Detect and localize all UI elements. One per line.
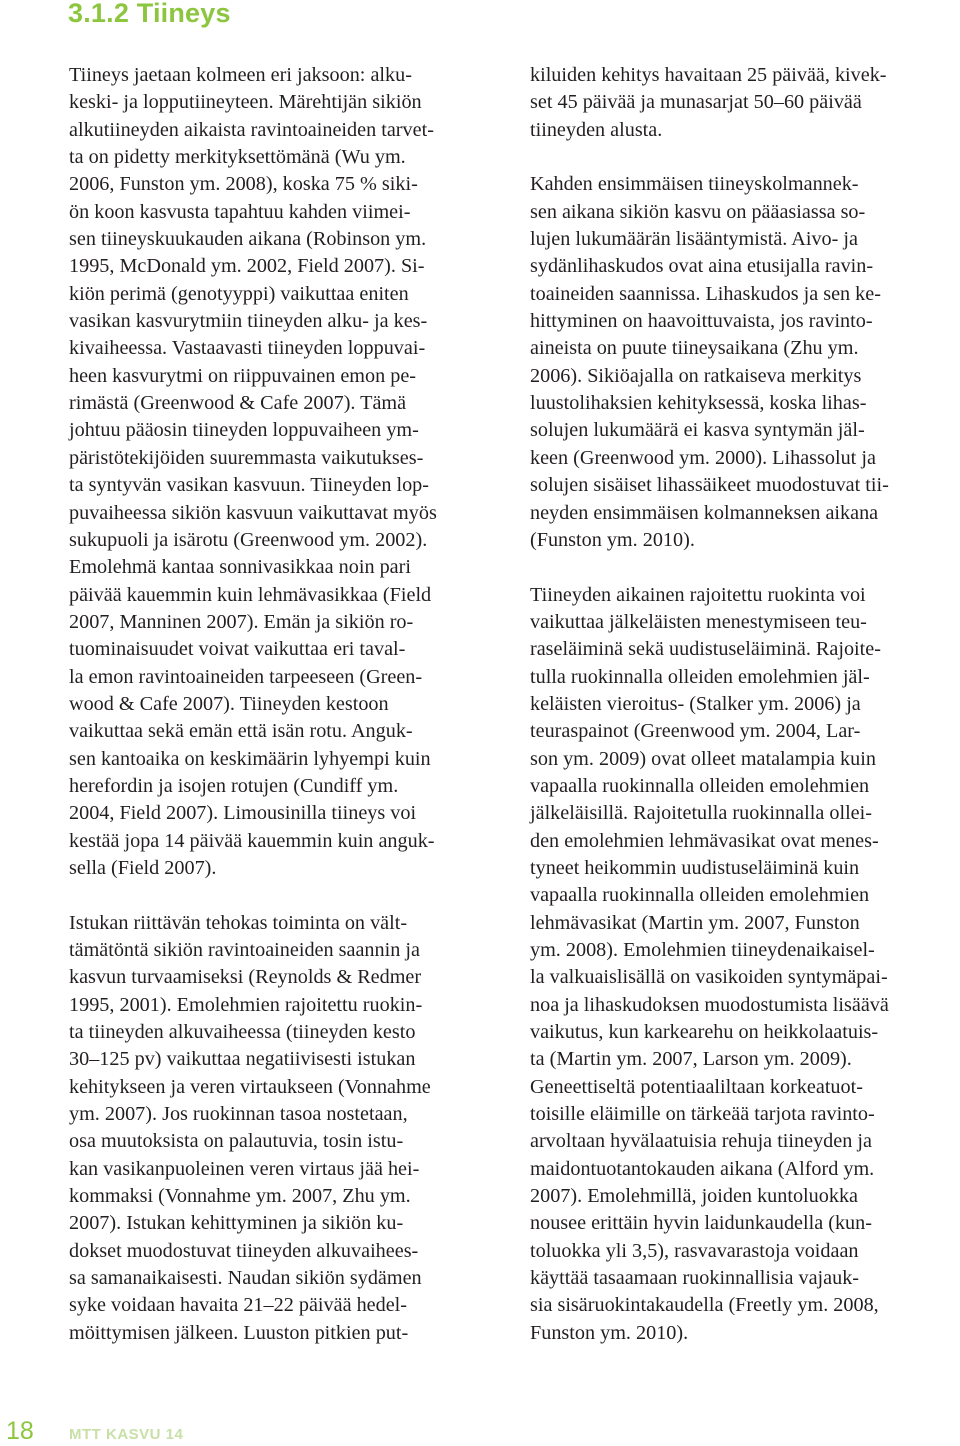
text-line: raseläiminä sekä uudistuseläiminä. Rajoite-	[530, 638, 881, 661]
text-line: vasikan kasvurytmiin tiineyden alku- ja kes-	[69, 310, 428, 333]
text-line: dokset muodostuvat tiineyden alkuvaihees-	[69, 1239, 419, 1262]
text-line: syke voidaan havaita 21–22 päivää hedel-	[69, 1294, 408, 1317]
text-line: 30–125 pv) vaikuttaa negatiivisesti istukan	[69, 1048, 416, 1071]
text-line: Tiineys jaetaan kolmeen eri jaksoon: alku-	[69, 64, 412, 86]
text-line: Istukan riittävän tehokas toiminta on vält-	[69, 911, 408, 934]
text-line: herefordin ja isojen rotujen (Cundiff ym.	[69, 774, 399, 797]
paragraph	[530, 62, 958, 144]
text-line: noa ja lihaskudoksen muodostumista lisäävä	[530, 993, 889, 1016]
text-line: sukupuoli ja isärotu (Greenwood ym. 2002).	[69, 528, 428, 551]
text-line: vapaalla ruokinnalla olleiden emolehmien	[530, 884, 870, 907]
text-line: sydänlihaskudos ovat aina etusijalla ravin-	[530, 255, 874, 278]
text-line: möittymisen jälkeen. Luuston pitkien put-	[69, 1321, 409, 1344]
text-line: nousee erittäin hyvin laidunkaudella (kun-	[530, 1212, 872, 1235]
text-line: kehitykseen ja veren virtaukseen (Vonnahme	[69, 1075, 431, 1098]
paragraph	[530, 171, 958, 554]
text-line: 2006, Funston ym. 2008), koska 75 % siki-	[69, 173, 418, 196]
text-line: heen kasvurytmi on riippuvainen emon pe-	[69, 364, 417, 387]
text-line: 2007). Emolehmillä, joiden kuntoluokka	[530, 1185, 858, 1208]
text-line: 2007, Manninen 2007). Emän ja sikiön ro-	[69, 610, 414, 633]
paragraph-gap	[69, 882, 497, 909]
text-line: (Funston ym. 2010).	[530, 528, 695, 551]
text-line: den emolehmien lehmävasikat ovat menes-	[530, 829, 879, 852]
text-line: 1995, McDonald ym. 2002, Field 2007). Si-	[69, 255, 425, 278]
text-line: päivää kauemmin kuin lehmävasikkaa (Field	[69, 583, 432, 606]
text-line: käyttää tasaamaan ruokinnallisia vajauk-	[530, 1267, 860, 1290]
text-line: hittyminen on haavoittuvaista, jos ravinto-	[530, 310, 873, 333]
text-line: keski- ja lopputiineyteen. Märehtijän sikiön	[69, 91, 422, 114]
text-line: kan vasikanpuoleinen veren virtaus jää hei-	[69, 1157, 420, 1180]
text-line: vaikuttaa sekä emän että isän rotu. Anguk-	[69, 720, 413, 743]
paragraph-gap	[530, 144, 958, 171]
text-line: vaikuttaa jälkeläisten menestymiseen teu-	[530, 610, 867, 633]
publication-name: MTT KASVU 14	[69, 1426, 184, 1443]
text-line: sen kantoaika on keskimäärin lyhyempi kuin	[69, 747, 431, 770]
text-line: ön koon kasvusta tapahtuu kahden viimei-	[69, 200, 411, 223]
text-line: tulla ruokinnalla olleiden emolehmien jäl-	[530, 665, 870, 688]
text-line: kiön perimä (genotyyppi) vaikuttaa eniten	[69, 282, 409, 305]
text-line: son ym. 2009) ovat olleet matalampia kuin	[530, 747, 876, 770]
text-line: vapaalla ruokinnalla olleiden emolehmien	[530, 774, 870, 797]
text-line: sen aikana sikiön kasvu on pääasiassa so-	[530, 200, 866, 223]
text-line: ta syntyvän vasikan kasvuun. Tiineyden lop-	[69, 474, 429, 497]
text-line: set 45 päivää ja munasarjat 50–60 päivää	[530, 91, 862, 114]
text-line: la valkuaislisällä on vasikoiden syntymäpai-	[530, 966, 888, 989]
text-line: wood & Cafe 2007). Tiineyden kestoon	[69, 692, 389, 715]
text-line: rimästä (Greenwood & Cafe 2007). Tämä	[69, 392, 407, 415]
text-line: teuraspainot (Greenwood ym. 2004, Lar-	[530, 720, 861, 743]
text-line: puvaiheessa sikiön kasvuun vaikuttavat myös	[69, 501, 437, 524]
text-line: sa samanaikaisesti. Naudan sikiön sydämen	[69, 1267, 422, 1290]
text-line: Funston ym. 2010).	[530, 1321, 689, 1344]
text-line: Geneettiseltä potentiaaliltaan korkeatuot-	[530, 1075, 863, 1098]
paragraph-gap	[530, 554, 958, 581]
text-line: Tiineyden aikainen rajoitettu ruokinta voi	[530, 583, 866, 606]
text-line: Kahden ensimmäisen tiineyskolmannek-	[530, 173, 859, 196]
text-line: maidontuotantokauden aikana (Alford ym.	[530, 1157, 875, 1180]
text-line: solujen lukumäärä ei kasva syntymän jäl-	[530, 419, 865, 442]
left-column	[69, 62, 497, 1347]
text-line: ta (Martin ym. 2007, Larson ym. 2009).	[530, 1048, 852, 1071]
text-line: ym. 2007). Jos ruokinnan tasoa nostetaan,	[69, 1103, 408, 1126]
text-line: keläisten vieroitus- (Stalker ym. 2006) ja	[530, 692, 861, 715]
text-line: la emon ravintoaineiden tarpeeseen (Green-	[69, 665, 423, 688]
text-line: 2006). Sikiöajalla on ratkaiseva merkitys	[530, 364, 862, 387]
paragraph	[69, 910, 497, 1348]
text-line: johtuu pääosin tiineyden loppuvaiheen ym-	[69, 419, 419, 442]
text-line: sella (Field 2007).	[69, 856, 217, 879]
paragraph	[69, 62, 497, 882]
text-line: tyneet heikommin uudistuseläiminä kuin	[530, 856, 860, 879]
text-line: neyden ensimmäisen kolmanneksen aikana	[530, 501, 879, 524]
text-line: ta on pidetty merkityksettömänä (Wu ym.	[69, 146, 406, 169]
text-line: jälkeläisillä. Rajoitetulla ruokinnalla ollei-	[530, 802, 872, 825]
text-line: vaikutus, kun karkearehu on heikkolaatuis-	[530, 1021, 879, 1044]
text-line: arvoltaan hyvälaatuisia rehuja tiineyden ja	[530, 1130, 872, 1153]
text-line: lujen lukumäärän lisääntymistä. Aivo- ja	[530, 228, 858, 251]
text-line: ym. 2008). Emolehmien tiineydenaikaisel-	[530, 939, 875, 961]
text-line: päristötekijöiden suuremmasta vaikutukses-	[69, 446, 424, 469]
text-line: kiluiden kehitys havaitaan 25 päivää, kivek-	[530, 64, 887, 86]
right-column	[530, 62, 958, 1347]
text-line: osa muutoksista on palautuvia, tosin istu-	[69, 1130, 404, 1153]
text-line: kommaksi (Vonnahme ym. 2007, Zhu ym.	[69, 1185, 411, 1208]
text-line: alkutiineyden aikaista ravintoaineiden tarvet-	[69, 118, 434, 141]
text-line: toisille eläimille on tärkeää tarjota ravinto-	[530, 1103, 875, 1126]
text-line: sia sisäruokintakaudella (Freetly ym. 2008,	[530, 1294, 879, 1317]
text-line: tiineyden alusta.	[530, 118, 663, 141]
text-line: Emolehmä kantaa sonnivasikkaa noin pari	[69, 556, 411, 579]
text-line: 2004, Field 2007). Limousinilla tiineys voi	[69, 802, 417, 825]
page-number: 18	[6, 1417, 34, 1445]
text-line: 2007). Istukan kehittyminen ja sikiön ku-	[69, 1212, 404, 1235]
text-line: kestää jopa 14 päivää kauemmin kuin anguk-	[69, 829, 435, 852]
text-line: toluokka yli 3,5), rasvavarastoja voidaan	[530, 1239, 859, 1262]
text-line: tuominaisuudet voivat vaikuttaa eri taval-	[69, 638, 406, 661]
text-line: solujen sisäiset lihassäikeet muodostuvat tii-	[530, 474, 889, 497]
text-line: keen (Greenwood ym. 2000). Lihassolut ja	[530, 446, 876, 469]
text-line: kasvun turvaamiseksi (Reynolds & Redmer	[69, 966, 422, 989]
text-line: kivaiheessa. Vastaavasti tiineyden loppuvai-	[69, 337, 426, 360]
text-line: ta tiineyden alkuvaiheessa (tiineyden kesto	[69, 1021, 416, 1044]
text-line: lehmävasikat (Martin ym. 2007, Funston	[530, 911, 860, 934]
text-line: sen tiineyskuukauden aikana (Robinson ym.	[69, 228, 427, 251]
text-line: luustolihaksien kehityksessä, koska lihas-	[530, 392, 867, 415]
paragraph	[530, 582, 958, 1348]
section-heading: 3.1.2 Tiineys	[68, 0, 231, 28]
text-line: tämätöntä sikiön ravintoaineiden saannin ja	[69, 939, 420, 961]
text-line: toaineiden saannissa. Lihaskudos ja sen ke-	[530, 282, 881, 305]
text-line: 1995, 2001). Emolehmien rajoitettu ruokin-	[69, 993, 423, 1016]
text-line: aineista on puute tiineysaikana (Zhu ym.	[530, 337, 859, 360]
